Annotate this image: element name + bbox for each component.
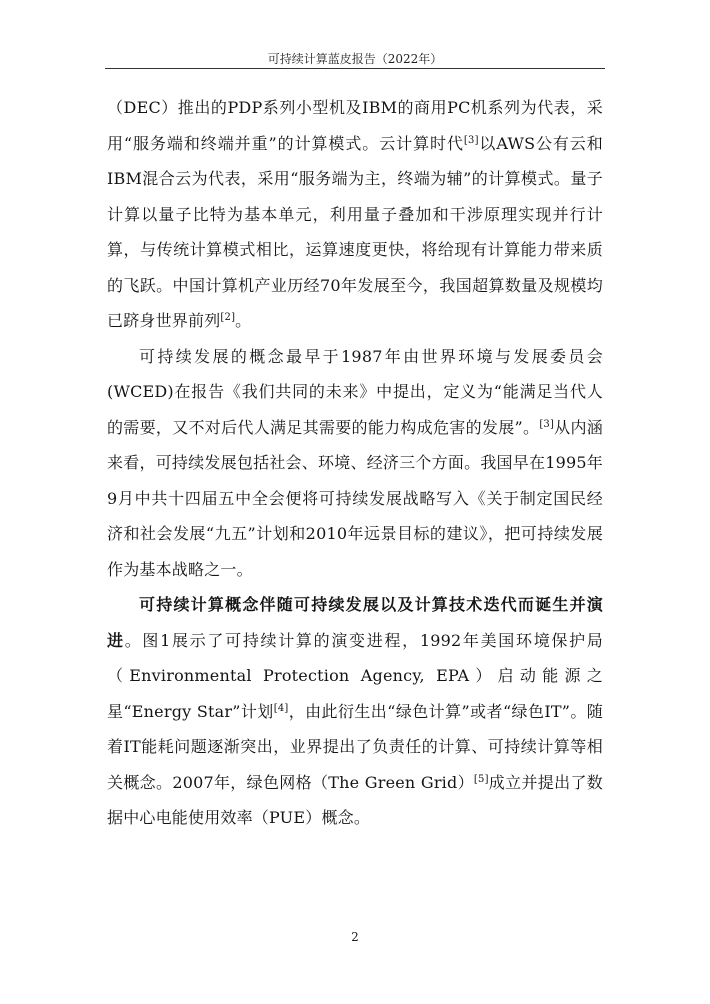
citation-ref: [3] [463,134,479,146]
paragraph-3 [107,587,603,836]
page-number: 2 [351,930,359,944]
paragraph-1 [107,90,603,339]
text-run: ，由此衍生出“绿色计算”或者“绿色IT”。随着IT能耗问题逐渐突出，业界提出了负责任的计算、可持续计算等相关概念。2007年，绿色网格（The Green Grid） [107,701,603,792]
text-run: 以AWS公有云和IBM混合云为代表，采用“服务端为主，终端为辅”的计算模式。量子计算以量子比特为基本单元，利用量子叠加和干涉原理实现并行计算，与传统计算模式相比，运算速度更快，将给现有计算能力带来质的飞跃。中国计算机产业历经70年发展至今，我国超算数量及规模均已跻身世界前列 [107,133,603,330]
text-run: 可持续发展的概念最早于1987年由世界环境与发展委员会(WCED)在报告《我们共同的未来》中提出，定义为“能满足当代人的需要，又不对后代人满足其需要的能力构成危害的发展”。 [107,346,603,437]
header-divider [105,68,605,69]
running-header: 可持续计算蓝皮报告（2022年） [267,52,443,66]
citation-ref: [3] [539,418,555,430]
citation-ref: [2] [220,312,236,323]
citation-ref: [5] [473,773,489,785]
body-text [107,90,603,836]
text-run: 从内涵来看，可持续发展包括社会、环境、经济三个方面。我国早在1995年9月中共十四届五中全会便将可持续发展战略写入《关于制定国民经济和社会发展“九五”计划和2010年远景目标的建议》，把可持续发展作为基本战略之一。 [107,417,603,579]
text-run: 成立并提出了数据中心电能使用效率（PUE）概念。 [107,772,603,827]
text-run: 。图1展示了可持续计算的演变进程，1992年美国环境保护局（Environmental Protection Agency, EPA）启动能源之星“Energy Star”计划 [107,630,604,721]
citation-ref: [4] [273,702,289,714]
text-run: 。 [235,311,252,330]
paragraph-2 [107,339,603,588]
text-run: （DEC）推出的PDP系列小型机及IBM的商用PC机系列为代表，采用“服务端和终端并重”的计算模式。云计算时代 [107,98,603,153]
bold-lead-sentence: 可持续计算概念伴随可持续发展以及计算技术迭代而诞生并演进 [107,595,603,650]
